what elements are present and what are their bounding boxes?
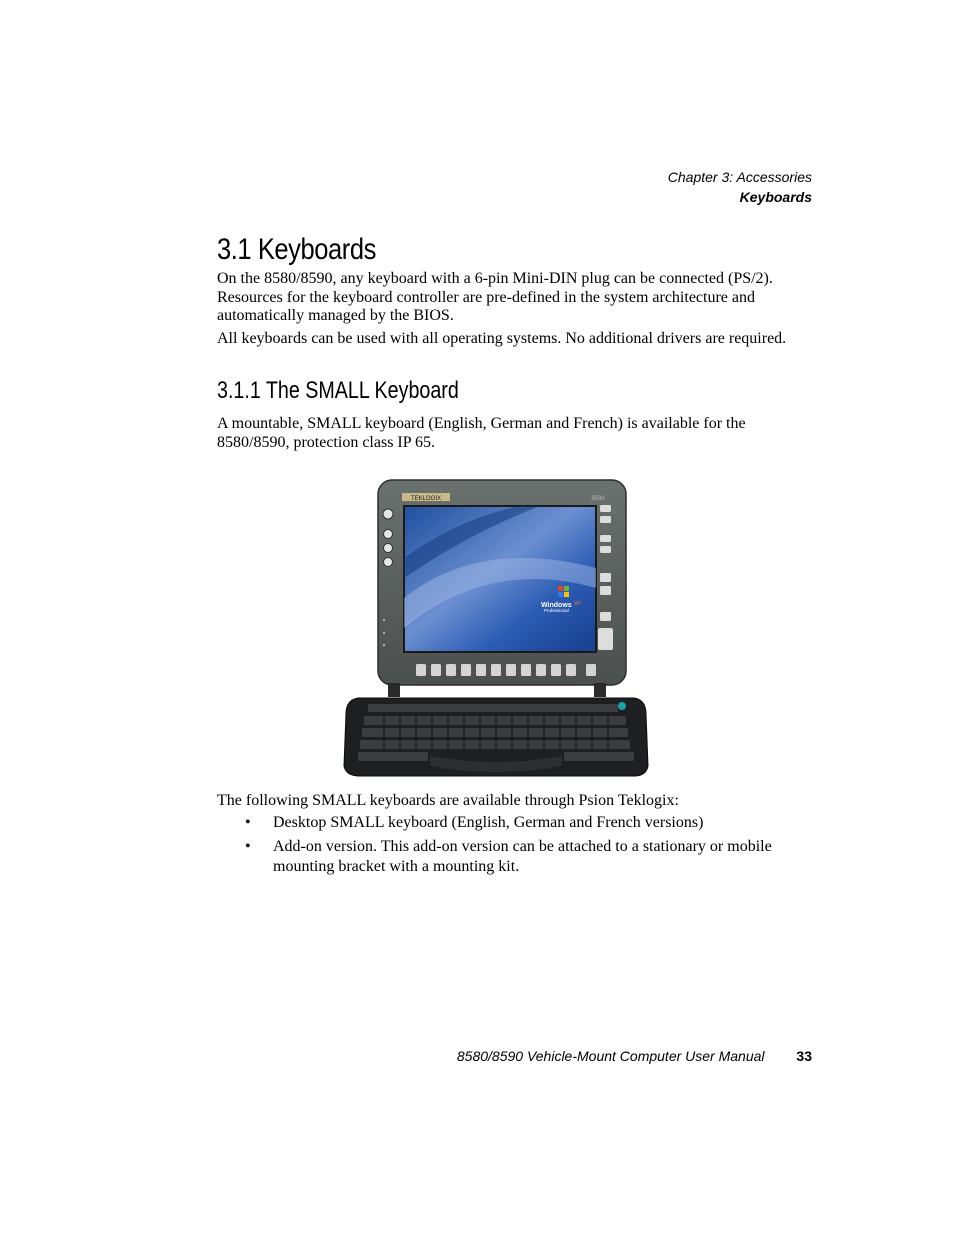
keyboard-versions-list [217, 813, 797, 877]
keyboard-intro-paragraph: On the 8580/8590, any keyboard with a 6-pin Mini-DIN plug can be connected (PS/2). Resources for the keyboard controller are pre-defined in the system architecture and automatically managed by the BIOS. [217, 270, 773, 324]
os-brand-label: Windows [541, 602, 572, 609]
computer-with-keyboard-figure [340, 478, 652, 780]
list-item [217, 837, 797, 877]
list-item-text: Desktop SMALL keyboard (English, German and French versions) [273, 814, 704, 831]
bullet-icon: • [245, 814, 251, 831]
list-item-text: Add-on version. This add-on version can be attached to a stationary or mobile mounting bracket with a mounting kit. [273, 838, 772, 875]
brand-label: TEKLOGIX [410, 496, 442, 502]
section-heading-keyboards: 3.1 Keyboards [217, 233, 376, 266]
computer-illustration [340, 478, 652, 780]
os-edition-label: Professional [544, 608, 569, 613]
running-head [668, 167, 812, 207]
page-footer [457, 1048, 812, 1064]
running-head-chapter: Chapter 3: Accessories [667, 169, 812, 185]
available-keyboards-paragraph: The following SMALL keyboards are available through Psion Teklogix: [217, 792, 679, 809]
os-badge-label: XP [574, 601, 581, 607]
page-number: 33 [796, 1048, 812, 1064]
running-head-section: Keyboards [739, 189, 812, 205]
model-label: 8590 [591, 496, 605, 502]
list-item [217, 813, 797, 833]
subsection-heading-small-keyboard: 3.1.1 The SMALL Keyboard [217, 377, 459, 404]
footer-manual-title: 8580/8590 Vehicle-Mount Computer User Manual [456, 1048, 765, 1064]
bullet-icon: • [245, 838, 251, 855]
small-keyboard-paragraph: A mountable, SMALL keyboard (English, German and French) is available for the 8580/8590, protection class IP 65. [217, 415, 746, 451]
keyboard-os-paragraph: All keyboards can be used with all operating systems. No additional drivers are required. [217, 330, 787, 347]
